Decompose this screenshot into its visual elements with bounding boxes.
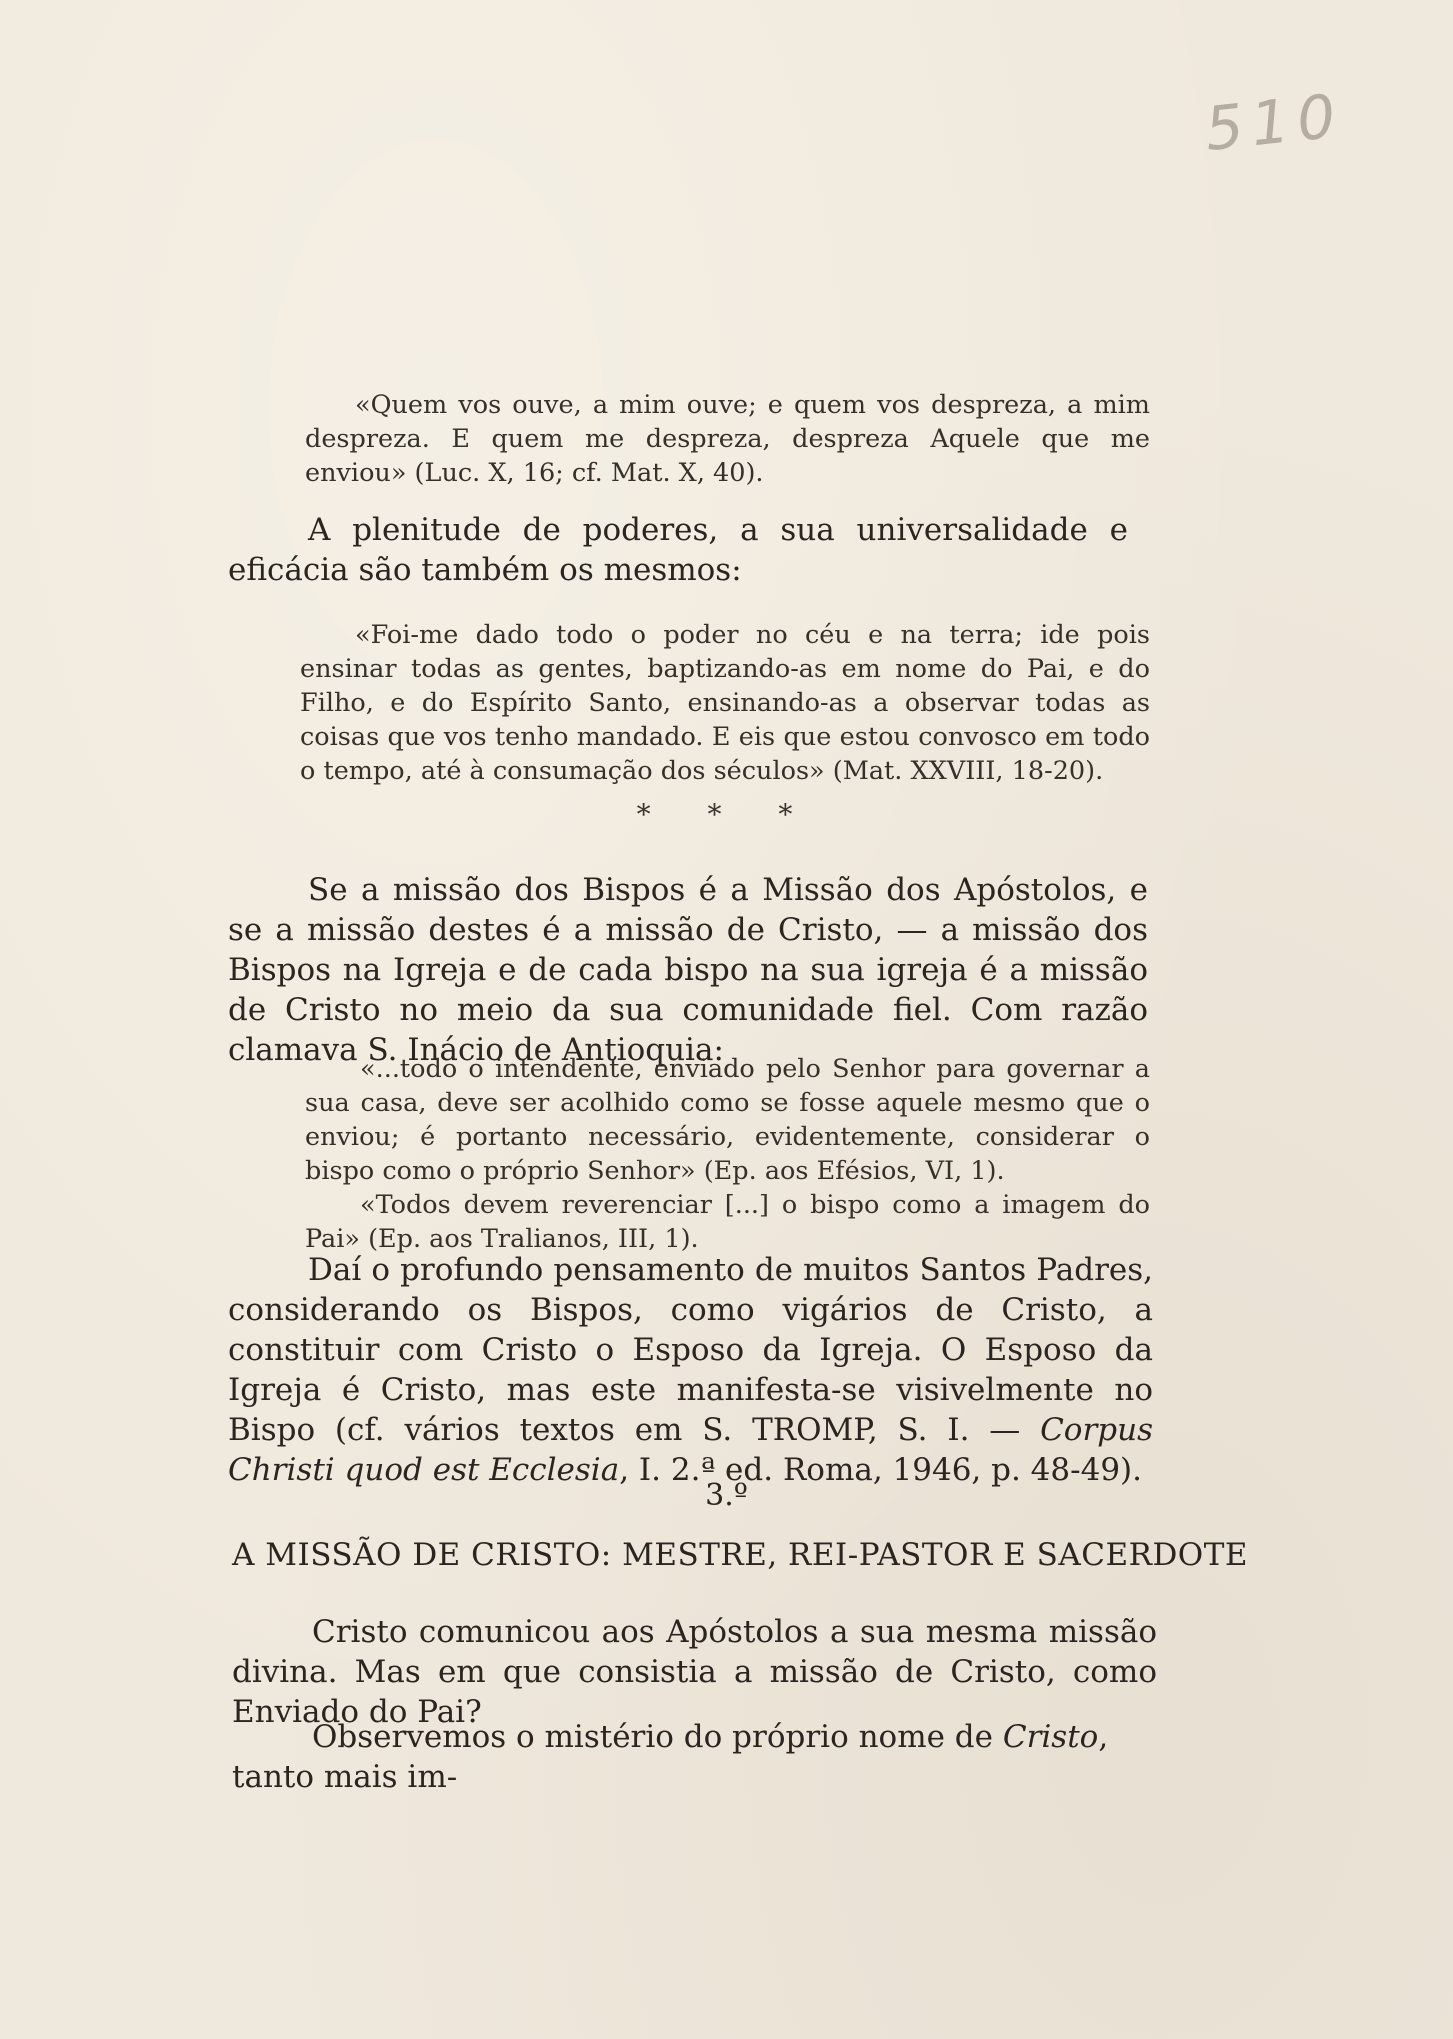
quote-matthew-text: «Foi-me dado todo o poder no céu e na terra; ide pois ensinar todas as gentes, baptizando-as em nome do Pai, e do Filho, e do Espírito Santo, ensinando-as a observar todas as coisas que vos tenho mandado. E eis que estou convosco em todo o tempo, até à consumação dos séculos» (Mat. XXVIII, 18-20). <box>300 620 1150 786</box>
paragraph-christ-mission <box>232 1612 1157 1732</box>
quote-luke <box>305 388 1150 490</box>
handwritten-page-marker: 510 <box>1201 80 1347 166</box>
paragraph-plenitude <box>228 510 1128 590</box>
paragraph-holy-fathers <box>228 1250 1153 1490</box>
paragraph-name-christ-start: Observemos o mistério do próprio nome de <box>312 1719 1003 1755</box>
paragraph-holy-fathers-citation: , I. 2.ª ed. Roma, 1946, p. 48-49). <box>619 1452 1142 1488</box>
section-number: 3.º <box>705 1478 748 1513</box>
paragraph-name-christ-end: , tanto mais im- <box>232 1719 1109 1795</box>
paragraph-name-christ <box>232 1717 1157 1797</box>
quote-ignatius-trallians: «Todos devem reverenciar [...] o bispo como a imagem do Pai» (Ep. aos Tralianos, III, 1). <box>305 1190 1150 1254</box>
quote-ignatius <box>305 1052 1150 1256</box>
section-separator: * * * <box>636 798 817 831</box>
quote-ignatius-ephesians: «...todo o intendente, enviado pelo Senhor para governar a sua casa, deve ser acolhido como se fosse aquele mesmo que o enviou; é portanto necessário, evidentemente, considerar o bispo como o próprio Senhor» (Ep. aos Efésios, VI, 1). <box>305 1054 1150 1186</box>
paragraph-holy-fathers-text <box>228 1250 1153 1490</box>
quote-matthew <box>300 618 1150 788</box>
paragraph-plenitude-text: A plenitude de poderes, a sua universalidade e eficácia são também os mesmos: <box>228 512 1128 588</box>
section-title: A MISSÃO DE CRISTO: MESTRE, REI-PASTOR E SACERDOTE <box>232 1537 1249 1573</box>
paragraph-name-christ-text <box>232 1717 1157 1797</box>
paragraph-mission-bishops-text: Se a missão dos Bispos é a Missão dos Apóstolos, e se a missão destes é a missão de Cristo, — a missão dos Bispos na Igreja e de cada bispo na sua igreja é a missão de Cristo no meio da sua comunidade fiel. Com razão clamava S. Inácio de Antioquia: <box>228 872 1148 1068</box>
paragraph-christ-mission-text: Cristo comunicou aos Apóstolos a sua mesma missão divina. Mas em que consistia a missão de Cristo, como Enviado do Pai? <box>232 1614 1157 1730</box>
paragraph-holy-fathers-main: Daí o profundo pensamento de muitos Santos Padres, considerando os Bispos, como vigários de Cristo, a constituir com Cristo o Esposo da Igreja. O Esposo da Igreja é Cristo, mas este manifesta-se visivelmente no Bispo (cf. vários textos em S. TROMP, S. I. — <box>228 1252 1153 1448</box>
paragraph-holy-fathers-book-title: Corpus Christi quod est Ecclesia <box>228 1412 1153 1488</box>
paragraph-mission-bishops <box>228 870 1148 1070</box>
paragraph-name-christ-word: Cristo <box>1002 1719 1099 1755</box>
quote-luke-text: «Quem vos ouve, a mim ouve; e quem vos despreza, a mim despreza. E quem me despreza, despreza Aquele que me enviou» (Luc. X, 16; cf. Mat. X, 40). <box>305 390 1150 488</box>
